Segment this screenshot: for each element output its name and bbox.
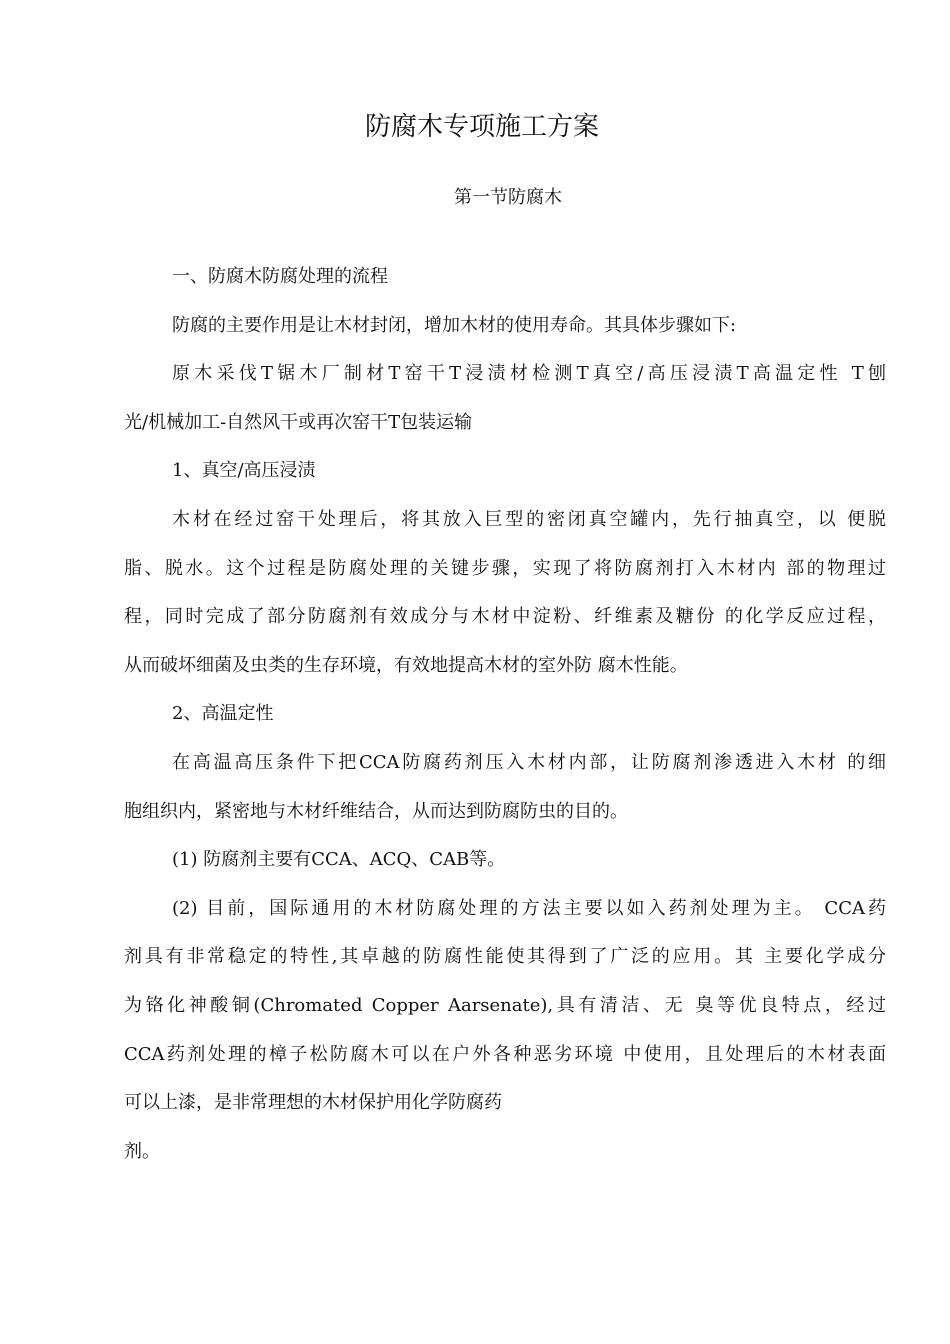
subheading-vacuum: 1、真空/高压浸渍 (172, 460, 316, 482)
paragraph-line: 原木采伐T锯木厂制材T窑干T浸渍材检测T真空/高压浸渍T高温定性 T刨 (172, 363, 886, 385)
paragraph-line: 从而破坏细菌及虫类的生存环境，有效地提高木材的室外防 腐木性能。 (124, 654, 688, 676)
list-item: (1) 防腐剂主要有CCA、ACQ、CAB等。 (172, 849, 506, 871)
paragraph-line: CCA药剂处理的樟子松防腐木可以在户外各种恶劣环境 中使用，且处理后的木材表面 (124, 1043, 886, 1065)
paragraph-line: 光/机械加工-自然风干或再次窑干T包装运输 (124, 411, 473, 433)
paragraph-line: 胞组织内，紧密地与木材纤维结合，从而达到防腐防虫的目的。 (124, 800, 628, 822)
paragraph-line: 木材在经过窑干处理后，将其放入巨型的密闭真空罐内，先行抽真空，以 便脱 (172, 508, 886, 530)
paragraph-line: 可以上漆，是非常理想的木材保护用化学防腐药 (124, 1092, 502, 1114)
list-item: (2) 目前，国际通用的木材防腐处理的方法主要以如入药剂处理为主。 CCA药 (172, 897, 886, 919)
paragraph-line: 程，同时完成了部分防腐剂有效成分与木材中淀粉、纤维素及糖份 的化学反应过程， (124, 606, 886, 628)
heading-flow: 一、防腐木防腐处理的流程 (172, 266, 388, 287)
paragraph-line: 为铬化神酸铜(Chromated Copper Aarsenate),具有清洁、无 臭等优良特点，经过 (124, 994, 886, 1016)
paragraph-line: 防腐的主要作用是让木材封闭，增加木材的使用寿命。其具体步骤如下: (172, 314, 737, 336)
subheading-heat: 2、高温定性 (172, 703, 274, 725)
paragraph-line: 剂具有非常稳定的特性,其卓越的防腐性能使其得到了广泛的应用。其 主要化学成分 (124, 946, 886, 968)
paragraph-line: 在高温高压条件下把CCA防腐药剂压入木材内部，让防腐剂渗透进入木材 的细 (172, 751, 886, 773)
document-title: 防腐木专项施工方案 (364, 112, 599, 142)
paragraph-line: 脂、脱水。这个过程是防腐处理的关键步骤，实现了将防腐剂打入木材内 部的物理过 (124, 557, 886, 579)
paragraph-line: 剂。 (124, 1140, 160, 1162)
section-title: 第一节防腐木 (454, 187, 562, 208)
document-body (124, 253, 886, 1176)
